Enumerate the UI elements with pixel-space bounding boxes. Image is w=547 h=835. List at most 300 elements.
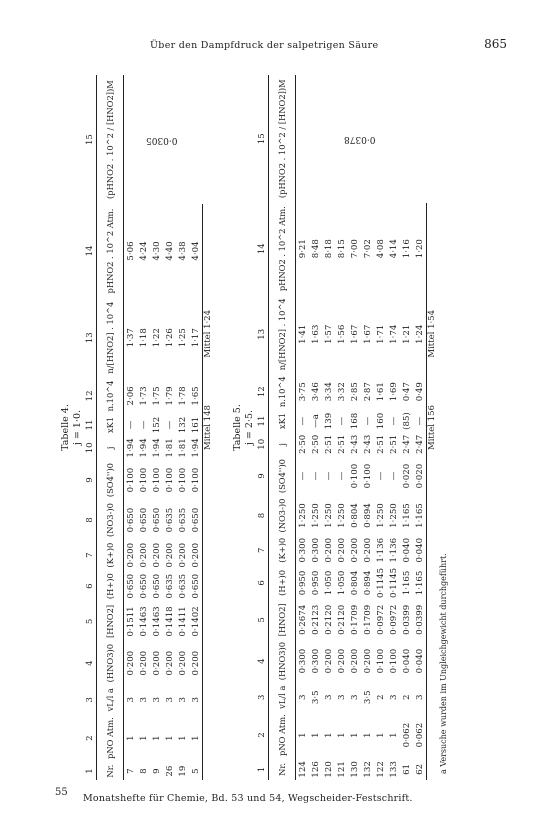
table-cell: 3·5	[310, 690, 321, 705]
table-cell: 1·41	[297, 324, 308, 344]
table-5-subtitle: j = 2·5.	[244, 409, 255, 446]
table-row	[124, 75, 138, 780]
table-5-footnote: a Versuche wurden im Ungleichgewicht durchgeführt.	[439, 553, 448, 774]
table-cell: 0·200	[349, 537, 360, 563]
table-cell: 0·100	[125, 467, 136, 493]
table-cell: 1	[125, 735, 136, 741]
table-cell: 2·85	[349, 382, 360, 402]
table5-col-header-7: (K+)0	[269, 535, 296, 565]
table-cell: 0·200	[349, 648, 360, 674]
table-cell: 0·1463	[151, 606, 162, 637]
table-cell: 1·81	[177, 438, 188, 458]
table-cell: 0·650	[125, 573, 136, 599]
table-cell: 152	[151, 416, 162, 434]
table4-colnum-11: 11	[85, 419, 95, 431]
table-5-mittel-k: Mittel 156	[427, 405, 437, 450]
table-cell: —a	[310, 414, 321, 428]
table-cell: 2·47	[413, 432, 427, 456]
table-cell: 2	[401, 694, 412, 700]
table-cell: 4·30	[151, 241, 162, 261]
table-cell: 0·040	[413, 535, 427, 565]
table5-col-header-3: vL/l a	[269, 683, 296, 711]
table-cell: 160	[375, 412, 386, 430]
table-5	[232, 75, 448, 780]
table-cell: 124	[297, 761, 308, 778]
table-cell: 0·804	[349, 503, 360, 528]
table-cell: 2·50	[310, 434, 321, 454]
table-cell: 1	[138, 735, 149, 741]
table4-colnum-12: 12	[85, 390, 95, 402]
table-cell: 0·200	[138, 650, 149, 676]
table4-colnum-4: 4	[85, 660, 95, 666]
table-cell: —	[336, 416, 347, 426]
table-cell: 1	[151, 735, 162, 741]
table-cell: —	[138, 420, 149, 430]
table-cell: (85)	[401, 412, 412, 430]
table-cell: 0·200	[189, 540, 203, 570]
table-cell: 0·635	[164, 573, 175, 599]
table-4-mittel-n: Mittel 1·24	[203, 310, 213, 358]
table4-col-header-7: (K+)0	[97, 540, 124, 570]
table-cell: 0·100	[349, 463, 360, 489]
table5-col-header-5: [HNO2]	[269, 601, 296, 639]
table4-colnum-10: 10	[85, 442, 95, 454]
table-cell: 2·87	[362, 382, 373, 402]
table-cell: 0·200	[177, 650, 188, 676]
table-cell: 1·21	[401, 324, 412, 344]
table-cell: 0·650	[151, 507, 162, 533]
table-cell: 4·08	[375, 239, 386, 259]
table4-col-header-8: (NO3-)0	[97, 500, 124, 540]
table-cell: 0·300	[310, 648, 321, 674]
table-cell: 1·250	[375, 503, 386, 528]
table-cell: 121	[336, 761, 347, 778]
table-cell: 3	[151, 697, 162, 703]
table-cell: 3·75	[297, 382, 308, 402]
table-cell: 7·00	[349, 239, 360, 259]
table-cell: 3	[336, 694, 347, 700]
table-cell: 2·43	[362, 434, 373, 454]
table4-colnum-9: 9	[85, 477, 95, 483]
table-cell: 61	[401, 763, 412, 775]
table4-colnum-5: 5	[85, 618, 95, 625]
table5-col-header-8: (NO3-)0	[269, 496, 296, 535]
table-cell: 1·79	[164, 386, 175, 406]
table-cell: 2·51	[323, 434, 334, 454]
table-cell: 0·200	[164, 542, 175, 568]
table-cell: 0·200	[151, 542, 162, 568]
table-cell: 3·34	[323, 382, 334, 402]
table-cell: 0·300	[310, 537, 321, 563]
table-cell: —	[388, 416, 399, 426]
table5-colnum-2: 2	[257, 732, 267, 738]
table-cell: 0·200	[125, 542, 136, 568]
table-cell: 1·94	[138, 438, 149, 458]
table-cell: 2·51	[336, 434, 347, 454]
table-cell: 0·0972	[375, 604, 386, 635]
table-cell: 1·050	[336, 570, 347, 596]
table-cell: 3	[189, 685, 203, 714]
table-cell: 3	[177, 697, 188, 703]
table-cell: 0·100	[138, 467, 149, 493]
table-cell: 2·51	[388, 434, 399, 454]
table-cell: 2·43	[349, 434, 360, 454]
table4-col-header-11: xK1	[97, 414, 124, 435]
table-cell: 0·200	[362, 648, 373, 674]
table-cell: 2·47	[401, 434, 412, 454]
table-cell: 0·040	[401, 648, 412, 674]
table5-col15-value: 0·0378	[344, 133, 376, 144]
table4-col-header-10: j	[97, 436, 124, 460]
table4-colnum-1: 1	[85, 768, 95, 774]
table-cell: 1	[297, 732, 308, 738]
table-cell: —	[375, 471, 386, 481]
table-cell: 0·894	[362, 503, 373, 528]
table4-colnum-13: 13	[85, 332, 95, 344]
table-cell: 133	[388, 761, 399, 778]
table-cell: 0·1511	[125, 606, 136, 637]
table5-colnum-13: 13	[257, 328, 267, 340]
table-cell: 0·020	[413, 456, 427, 496]
table-cell: 0·1145	[388, 567, 399, 598]
table-cell: 3	[297, 694, 308, 700]
table-cell: 1	[349, 732, 360, 738]
table-cell: 1·250	[323, 503, 334, 528]
table5-col-header-15: (pHNO2 . 10^2 / [HNO2])M	[269, 75, 296, 203]
table-cell: 1·94	[189, 436, 203, 460]
table-cell: 0·100	[151, 467, 162, 493]
table-cell: 1	[375, 732, 386, 738]
table-cell: 0·040	[401, 537, 412, 563]
table-cell: 1·16	[401, 239, 412, 259]
table-cell: 2·50	[297, 434, 308, 454]
table4-col-header-4: (HNO3)0	[97, 641, 124, 686]
table4-col-header-12: n.10^4	[97, 378, 124, 415]
table-cell: 4·24	[138, 241, 149, 261]
table-cell: 8·18	[323, 239, 334, 259]
table-cell: 0·100	[164, 467, 175, 493]
table-cell: 132	[177, 416, 188, 434]
table-cell: 1·165	[401, 570, 412, 596]
table5-colnum-7: 7	[257, 547, 267, 553]
table5-colnum-14: 14	[257, 243, 267, 255]
table-cell: 0·062	[413, 711, 427, 758]
table-cell: 0·950	[297, 570, 308, 596]
table-cell: 139	[323, 412, 334, 430]
table-cell: 0·635	[164, 507, 175, 533]
table-cell: 0·650	[189, 500, 203, 540]
table-cell: 0·0972	[388, 604, 399, 635]
table-cell: —	[297, 416, 308, 426]
table-cell: 1·37	[125, 328, 136, 348]
table5-col-header-1: Nr.	[269, 759, 296, 780]
table-cell: 1·26	[164, 328, 175, 348]
table4-colnum-8: 8	[85, 517, 95, 523]
table-cell: 1·75	[151, 386, 162, 406]
table-cell: 0·0399	[401, 604, 412, 635]
table-cell: 0·650	[151, 573, 162, 599]
table-cell: 4·40	[164, 241, 175, 261]
table4-col-header-6: (H+)0	[97, 570, 124, 602]
table5-column-numbers	[256, 75, 269, 780]
table-cell: 0·200	[362, 537, 373, 563]
table4-colnum-6: 6	[85, 583, 95, 589]
table-cell: 1·61	[375, 382, 386, 402]
running-header: Über den Dampfdruck der salpetrigen Säure	[150, 40, 379, 51]
table-4-title: Tabelle 4.	[60, 404, 71, 451]
table-cell: 1·78	[177, 386, 188, 406]
table-cell: 3	[413, 683, 427, 711]
table-cell: —	[164, 420, 175, 430]
table-cell: 2·51	[375, 434, 386, 454]
table-cell: 0·200	[177, 542, 188, 568]
table5-col-header-12: n.10^4	[269, 374, 296, 410]
table5-colnum-12: 12	[257, 386, 267, 398]
table-cell: 0·894	[362, 570, 373, 596]
table-cell: 0·1463	[138, 606, 149, 637]
table-cell: 1·74	[388, 324, 399, 344]
table4-colnum-2: 2	[85, 735, 95, 741]
table-cell: 3·5	[362, 690, 373, 705]
table4-col-header-14: pHNO2 . 10^2 Atm.	[97, 204, 124, 298]
table5-col-header-4: (HNO3)0	[269, 639, 296, 683]
table-cell: 0·100	[189, 460, 203, 500]
table-cell: 5	[189, 762, 203, 780]
table-cell: 3	[349, 694, 360, 700]
table-cell: 1	[362, 732, 373, 738]
table4-header-row	[97, 75, 124, 780]
table-cell: 0·020	[401, 463, 412, 489]
table-cell: 3	[323, 694, 334, 700]
table-cell: 0·950	[310, 570, 321, 596]
table-cell: 0·200	[125, 650, 136, 676]
table-cell: 1	[336, 732, 347, 738]
table-cell: 62	[413, 759, 427, 780]
table-cell: 0·650	[138, 573, 149, 599]
table4-col-header-15: (pHNO2 . 10^2 / [HNO2])M	[97, 75, 124, 204]
table-cell: 0·635	[177, 507, 188, 533]
table-cell: 1	[164, 735, 175, 741]
table5-col-header-2: pNO Atm.	[269, 711, 296, 758]
table4-col15-value: 0·0305	[146, 134, 178, 145]
table-cell: 126	[310, 761, 321, 778]
table-cell: 0·200	[336, 537, 347, 563]
table5-col-header-6: (H+)0	[269, 565, 296, 600]
table-cell: 8	[138, 768, 149, 774]
table-cell: 3·46	[310, 382, 321, 402]
table-cell: 5·06	[125, 241, 136, 261]
table-cell: 0·635	[177, 573, 188, 599]
table-cell: 0·650	[189, 570, 203, 602]
table5-colnum-1: 1	[257, 766, 267, 773]
table-cell: 3	[164, 697, 175, 703]
signature-number: 55	[55, 787, 68, 798]
table-cell: 1·67	[362, 324, 373, 344]
table4-col-header-3: vL/l a	[97, 685, 124, 714]
table-cell: 7·02	[362, 239, 373, 259]
table-cell: 1·136	[375, 537, 386, 563]
page-number: 865	[484, 37, 507, 51]
table5-header-row	[269, 75, 296, 780]
table-cell: 1	[323, 732, 334, 738]
table5-col15-cell	[296, 75, 427, 203]
table4-col-header-5: [HNO2]	[97, 602, 124, 641]
table-cell: 8·15	[336, 239, 347, 259]
table-cell: 26	[164, 765, 175, 777]
table-cell: 1·22	[151, 328, 162, 348]
table-cell: 0·200	[189, 641, 203, 686]
table-cell: 0·200	[336, 648, 347, 674]
table-cell: 168	[349, 412, 360, 430]
table-cell: 0·200	[164, 650, 175, 676]
table-cell: 2·06	[125, 386, 136, 406]
table-cell: 1·67	[349, 324, 360, 344]
table-cell: —	[388, 471, 399, 481]
table-cell: 0·49	[413, 374, 427, 410]
table-cell: 1·94	[151, 438, 162, 458]
table-cell: 0·100	[177, 467, 188, 493]
table-cell: 120	[323, 761, 334, 778]
table-cell: 0·2120	[336, 604, 347, 635]
table-cell: 0·650	[125, 507, 136, 533]
table4-colnum-14: 14	[85, 245, 95, 257]
table5-colnum-11: 11	[257, 415, 267, 427]
table-cell: 0·2123	[310, 604, 321, 635]
table5-col-header-13: n/[HNO2] . 10^4	[269, 295, 296, 374]
table-4-mittel-k: Mittel 148	[203, 405, 213, 450]
table-cell: 0·300	[297, 537, 308, 563]
table5-colnum-4: 4	[257, 658, 267, 664]
table-cell: —	[413, 410, 427, 432]
table-cell: 1·250	[336, 503, 347, 528]
table-cell: 1·18	[138, 328, 149, 348]
table-cell: 1·69	[388, 382, 399, 402]
table-cell: 1·250	[297, 503, 308, 528]
table4-col-header-13: n/[HNO2] . 10^4	[97, 298, 124, 378]
table-cell: 0·1145	[375, 567, 386, 598]
table-cell: 1	[388, 732, 399, 738]
table-cell: 1·71	[375, 324, 386, 344]
table-cell: 1	[189, 714, 203, 762]
table-cell: 1·56	[336, 324, 347, 344]
table-cell: 132	[362, 761, 373, 778]
table-cell: 0·1411	[177, 606, 188, 637]
table-cell: 1·250	[310, 503, 321, 528]
table5-col-header-9: (SO4'')0	[269, 456, 296, 496]
table-cell: 1·20	[413, 203, 427, 295]
table-cell: 3·32	[336, 382, 347, 402]
table-cell: —	[310, 471, 321, 481]
table-cell: —	[125, 420, 136, 430]
table4-col-header-9: (SO4'')0	[97, 460, 124, 500]
table-cell: 0·0399	[413, 601, 427, 639]
table-cell: 0·200	[151, 650, 162, 676]
table-cell: 0·062	[401, 722, 412, 748]
table-cell: 4·04	[189, 204, 203, 298]
table-cell: 0·100	[362, 463, 373, 489]
table-4-subtitle: j = 1·0.	[72, 409, 83, 446]
table-cell: 1·136	[388, 537, 399, 563]
table-cell: 0·1402	[189, 602, 203, 641]
table-cell: 3	[125, 697, 136, 703]
table-cell: 19	[177, 765, 188, 777]
table-5-mittel-n: Mittel 1·54	[427, 310, 437, 358]
table-cell: —	[362, 416, 373, 426]
table5-colnum-9: 9	[257, 473, 267, 479]
table-cell: 0·040	[413, 639, 427, 683]
table-cell: 0·1709	[349, 604, 360, 635]
table-cell: 1·24	[413, 295, 427, 374]
table5-colnum-10: 10	[257, 438, 267, 450]
table-cell: 1·81	[164, 438, 175, 458]
table-cell: 1·250	[388, 503, 399, 528]
table5-col-header-11: xK1	[269, 410, 296, 432]
table-cell: 1·050	[323, 570, 334, 596]
table-cell: 1·165	[401, 503, 412, 528]
table4-col-header-1: Nr.	[97, 762, 124, 780]
table-cell: 0·650	[138, 507, 149, 533]
table5-col-header-14: pHNO2 . 10^2 Atm.	[269, 203, 296, 295]
table-cell: —	[297, 471, 308, 481]
table-cell: 1·65	[189, 378, 203, 415]
table-cell: 1	[177, 735, 188, 741]
table-cell: 1·63	[310, 324, 321, 344]
table-cell: 8·48	[310, 239, 321, 259]
table-cell: 0·200	[323, 537, 334, 563]
table-cell: 130	[349, 761, 360, 778]
table-cell: 0·47	[401, 382, 412, 402]
table4-col15-cell	[124, 75, 203, 204]
table-cell: 0·1418	[164, 606, 175, 637]
table5-colnum-6: 6	[257, 580, 267, 586]
table-cell: 9	[151, 768, 162, 774]
table-cell: 1·57	[323, 324, 334, 344]
table-cell: 1	[310, 732, 321, 738]
table-cell: 1·165	[413, 496, 427, 535]
rotated-tables-area	[60, 75, 500, 780]
table-cell: 122	[375, 761, 386, 778]
table-cell: 4·14	[388, 239, 399, 259]
table5-colnum-15: 15	[257, 133, 267, 145]
table4-colnum-7: 7	[85, 552, 95, 558]
table-cell: 0·200	[138, 542, 149, 568]
table4-colnum-15: 15	[85, 134, 95, 146]
table5-col-header-10: j	[269, 432, 296, 456]
table-cell: 0·2120	[323, 604, 334, 635]
table-cell: 7	[125, 768, 136, 774]
table-cell: 4·38	[177, 241, 188, 261]
table-cell: 1·25	[177, 328, 188, 348]
table5-colnum-8: 8	[257, 512, 267, 519]
table-cell: 3	[388, 694, 399, 700]
table-cell: 3	[138, 697, 149, 703]
table-cell: 161	[189, 414, 203, 435]
table5-colnum-3: 3	[257, 694, 267, 700]
table-cell: 2	[375, 694, 386, 700]
table4-colnum-3: 3	[85, 697, 95, 703]
table-4	[60, 75, 213, 780]
table-cell: 1·17	[189, 298, 203, 378]
table-5-title: Tabelle 5.	[232, 404, 243, 451]
table4-column-numbers	[84, 75, 97, 780]
rotated-content	[60, 75, 500, 780]
table-cell: 0·300	[297, 648, 308, 674]
table-cell: 1·94	[125, 438, 136, 458]
table-cell: 1·165	[413, 565, 427, 600]
table-cell: 0·804	[349, 570, 360, 596]
table-cell: 0·100	[388, 648, 399, 674]
table-cell: 9·21	[297, 239, 308, 259]
